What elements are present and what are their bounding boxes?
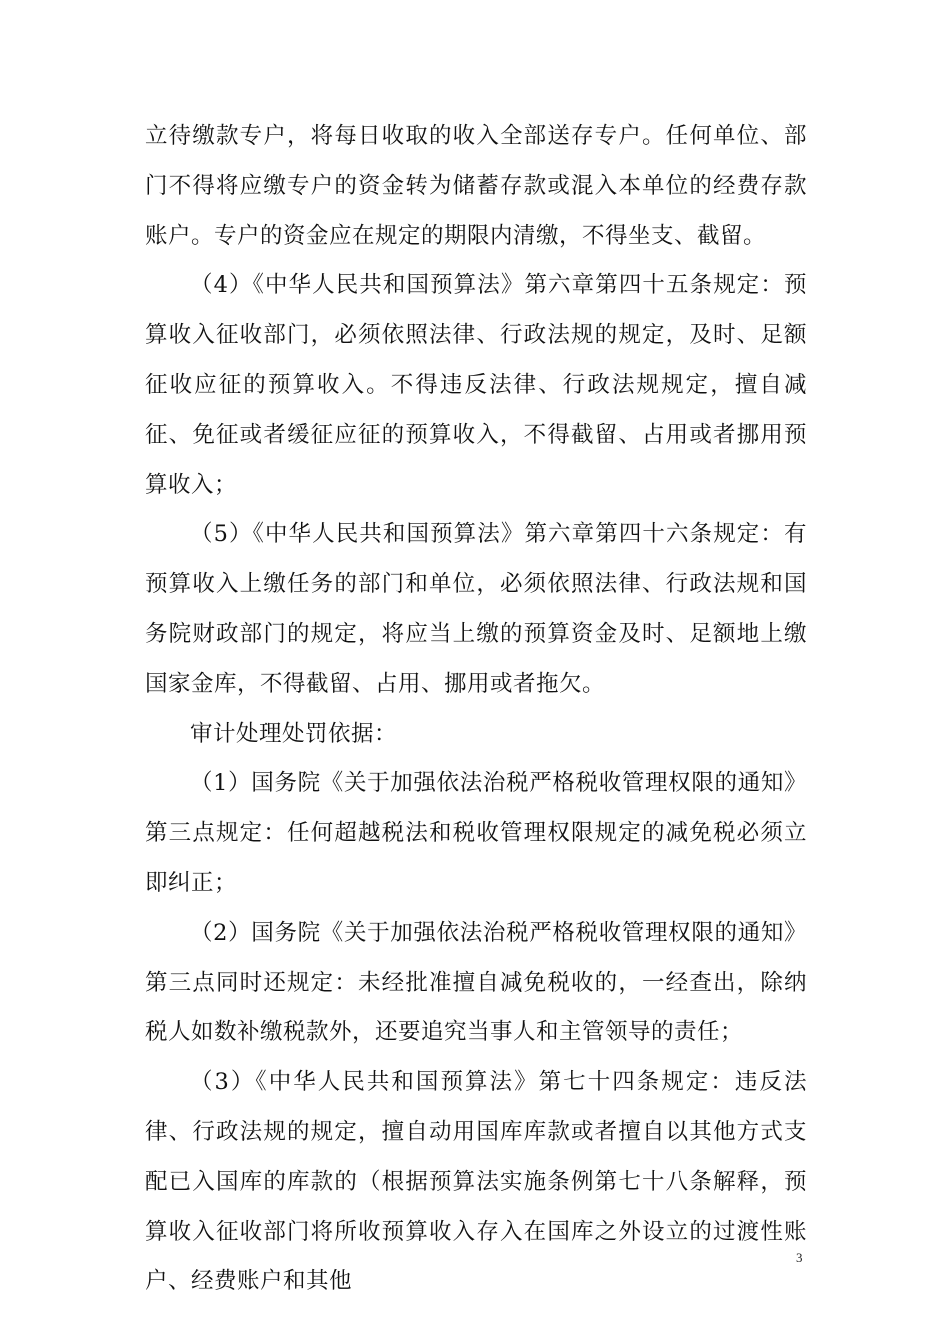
paragraph-continuation: 立待缴款专户，将每日收取的收入全部送存专户。任何单位、部门不得将应缴专户的资金转为储蓄存款或混入本单位的经费存款账户。专户的资金应在规定的期限内清缴，不得坐支、截留。 xyxy=(145,123,807,249)
paragraph-clause-4: （4）《中华人民共和国预算法》第六章第四十五条规定：预算收入征收部门，必须依照法律、行政法规的规定，及时、足额征收应征的预算收入。不得违反法律、行政法规规定，擅自减征、免征或者缓征应征的预算收入，不得截留、占用或者挪用预算收入； xyxy=(145,272,807,498)
body-text xyxy=(145,112,807,1307)
paragraph-penalty-1: （1）国务院《关于加强依法治税严格税收管理权限的通知》第三点规定：任何超越税法和税收管理权限规定的减免税必须立即纠正； xyxy=(145,770,807,896)
paragraph-penalty-3: （3）《中华人民共和国预算法》第七十四条规定：违反法律、行政法规的规定，擅自动用国库库款或者擅自以其他方式支配已入国库的库款的（根据预算法实施条例第七十八条解释，预算收入征收部门将所收预算收入存入在国库之外设立的过渡性账户、经费账户和其他 xyxy=(145,1069,807,1295)
paragraph-clause-5: （5）《中华人民共和国预算法》第六章第四十六条规定：有预算收入上缴任务的部门和单位，必须依照法律、行政法规和国务院财政部门的规定，将应当上缴的预算资金及时、足额地上缴国家金库，不得截留、占用、挪用或者拖欠。 xyxy=(145,521,807,697)
section-heading-audit-penalty-basis: 审计处理处罚依据： xyxy=(190,720,398,747)
paragraph-penalty-2: （2）国务院《关于加强依法治税严格税收管理权限的通知》第三点同时还规定：未经批准擅自减免税收的，一经查出，除纳税人如数补缴税款外，还要追究当事人和主管领导的责任； xyxy=(145,919,807,1046)
page-number: 3 xyxy=(796,1250,803,1265)
